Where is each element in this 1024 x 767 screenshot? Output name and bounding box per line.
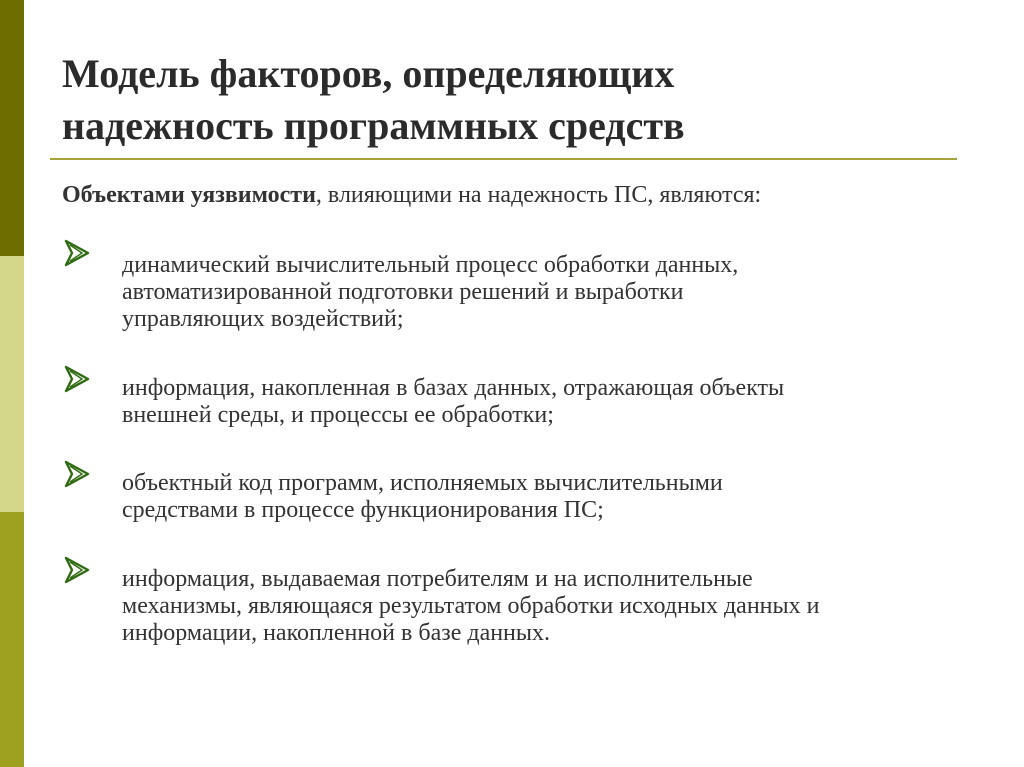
chevron-arrow-icon [62,555,92,585]
bullet-text [122,252,1002,333]
title-line-1: Модель факторов, определяющих [62,51,675,96]
bullet-line: механизмы, являющаяся результатом обработки исходных данных и [122,593,820,619]
accent-bar-top [0,0,24,256]
bullet-line: автоматизированной подготовки решений и выработки [122,279,684,305]
left-accent-bar [0,0,24,767]
title-divider [50,158,957,160]
chevron-arrow-icon [62,364,92,394]
bullet-line: средствами в процессе функционирования ПС; [122,497,604,523]
chevron-arrow-icon [62,459,92,489]
bullet-line: внешней среды, и процессы ее обработки; [122,402,554,428]
bullet-line: объектный код программ, исполняемых вычислительными [122,470,723,496]
bullet-line: информация, накопленная в базах данных, отражающая объекты [122,375,785,401]
bullet-line: информация, выдаваемая потребителям и на исполнительные [122,566,753,592]
slide-title [62,48,962,152]
bullet-text [122,566,1002,647]
bullet-line: информации, накопленной в базе данных. [122,620,551,646]
title-line-2: надежность программных средств [62,103,685,148]
intro-text [62,181,962,209]
bullet-line: динамический вычислительный процесс обработки данных, [122,252,739,278]
bullet-text [122,375,1002,429]
chevron-arrow-icon [62,238,92,268]
bullet-text [122,470,1002,524]
intro-rest: , влияющими на надежность ПС, являются: [315,182,762,208]
accent-bar-middle [0,256,24,512]
bullet-line: управляющих воздействий; [122,306,404,332]
accent-bar-bottom [0,512,24,767]
intro-bold: Объектами уязвимости [62,182,316,208]
